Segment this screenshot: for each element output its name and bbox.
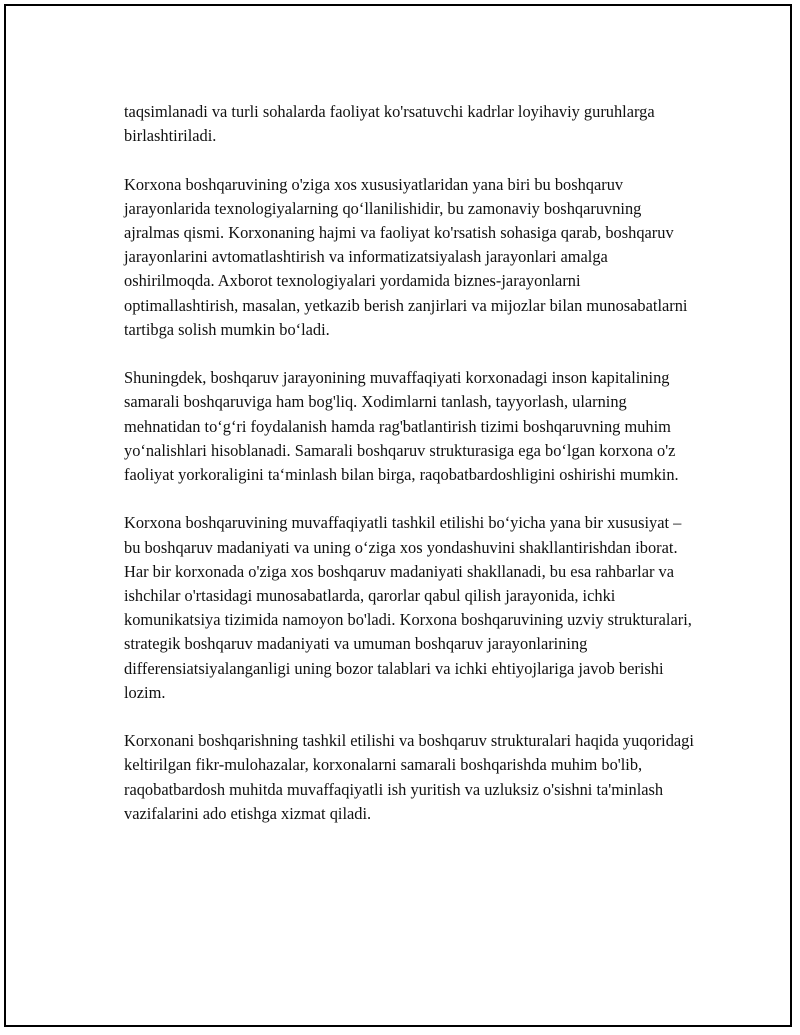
document-body [124,100,694,850]
paragraph-2: Korxona boshqaruvining o'ziga xos xususiyatlaridan yana biri bu boshqaruv jarayonlarida texnologiyalarning qo‘llanilishidir, bu zamonaviy boshqaruvning ajralmas qismi. Korxonaning hajmi va faoliyat ko'rsatish sohasiga qarab, boshqaruv jarayonlarini avtomatlashtirish va informatizatsiyalash jarayonlari amalga oshirilmoqda. Axborot texnologiyalari yordamida biznes-jarayonlarni optimallashtirish, masalan, yetkazib berish zanjirlari va mijozlar bilan munosabatlarni tartibga solish mumkin bo‘ladi. [124,174,688,339]
paragraph-1: taqsimlanadi va turli sohalarda faoliyat ko'rsatuvchi kadrlar loyihaviy guruhlarga birlashtiriladi. [124,102,655,146]
paragraph-4: Korxona boshqaruvining muvaffaqiyatli tashkil etilishi bo‘yicha yana bir xususiyat – bu boshqaruv madaniyati va uning o‘ziga xos yondashuvini shakllantirishdan iborat. Har bir korxonada o'ziga xos boshqaruv madaniyati shakllanadi, bu esa rahbarlar va ishchilar o'rtasidagi munosabatlarda, qarorlar qabul qilish jarayonida, ichki komunikatsiya tizimida namoyon bo'ladi. Korxona boshqaruvining uzviy strukturalari, strategik boshqaruv madaniyati va umuman boshqaruv jarayonlarining differensiatsiyalanganligi uning bozor talablari va ichki ehtiyojlariga javob berishi lozim. [124,513,692,702]
page-border [4,4,792,1027]
paragraph-3: Shuningdek, boshqaruv jarayonining muvaffaqiyati korxonadagi inson kapitalining samarali boshqaruviga ham bog'liq. Xodimlarni tanlash, tayyorlash, ularning mehnatidan to‘g‘ri foydalanish hamda rag'batlantirish tizimi boshqaruvning muhim yo‘nalishlari hisoblanadi. Samarali boshqaruv strukturasiga ega bo‘lgan korxona o'z faoliyat yorkoraligini ta‘minlash bilan birga, raqobatbardoshligini oshirishi mumkin. [124,368,679,485]
paragraph-5: Korxonani boshqarishning tashkil etilishi va boshqaruv strukturalari haqida yuqoridagi keltirilgan fikr-mulohazalar, korxonalarni samarali boshqarishda muhim bo'lib, raqobatbardosh muhitda muvaffaqiyatli ish yuritish va uzluksiz o'sishni ta'minlash vazifalarini ado etishga xizmat qiladi. [124,731,694,823]
